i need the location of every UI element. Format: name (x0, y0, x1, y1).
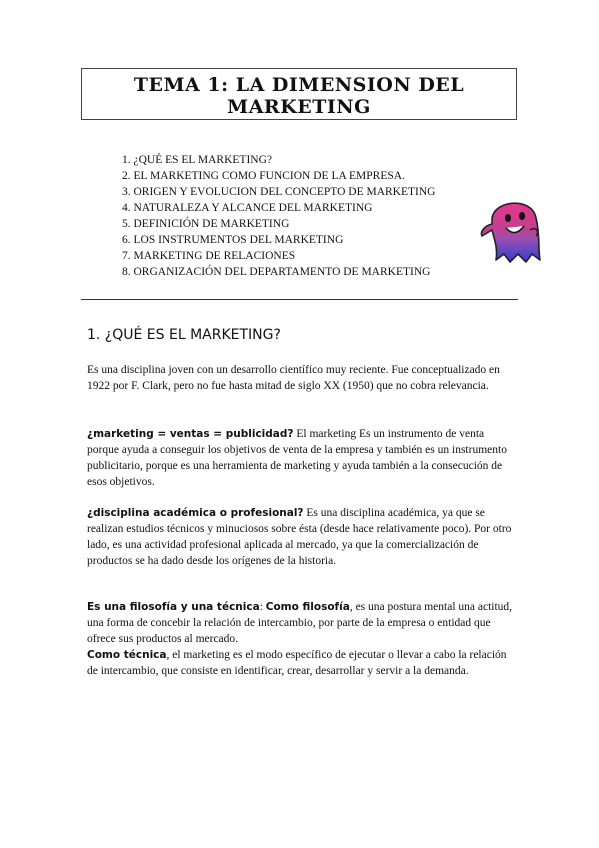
toc-item: 6. LOS INSTRUMENTOS DEL MARKETING (122, 234, 344, 246)
paragraph-text: , el marketing es el modo específico de ejecutar o llevar a cabo la relación de intercambio, que consiste en identificar, crear, desarrollar y servir a la demanda. (87, 649, 507, 677)
toc-item: 8. ORGANIZACIÓN DEL DEPARTAMENTO DE MARKETING (122, 266, 431, 278)
paragraph-marketing-ventas (87, 426, 517, 490)
toc-item: 1. ¿QUÉ ES EL MARKETING? (122, 154, 273, 166)
section-divider (81, 299, 518, 300)
paragraph-text: , es una postura mental una actitud, una forma de concebir la relación de intercambio, por parte de la empresa o entidad que ofrece sus productos al mercado. (87, 601, 513, 645)
paragraph-text: Es una disciplina académica, ya que se realizan estudios técnicos y minuciosos sobre ésta (desde hace relativamente poco). Por otro lado, es una actividad profesional aplicada al mercado, ya que la comercialización de productos se ha dado desde los orígenes de la historia. (87, 507, 512, 567)
section-heading: 1. ¿QUÉ ES EL MARKETING? (87, 327, 281, 343)
paragraph-text: : (259, 601, 266, 613)
toc-item: 7. MARKETING DE RELACIONES (122, 250, 296, 262)
paragraph-filosofia (87, 599, 517, 647)
paragraph-text: Es una disciplina joven con un desarrollo científico muy reciente. Fue conceptualizado en 1922 por F. Clark, pero no fue hasta mitad de siglo XX (1950) que no cobra relevancia. (87, 364, 500, 392)
toc-item: 5. DEFINICIÓN DE MARKETING (122, 218, 290, 230)
title-line-2: MARKETING (227, 96, 371, 118)
paragraph-text: El marketing Es un instrumento de venta porque ayuda a conseguir los objetivos de venta de la empresa y también es un instrumento publicitario, porque es una herramienta de marketing y ayuda también a la consecución de esos objetivos. (87, 428, 507, 488)
paragraph-bold-term: Como filosofía (265, 601, 350, 613)
paragraph-bold-lead: ¿marketing = ventas = publicidad? (87, 428, 294, 440)
toc-item: 3. ORIGEN Y EVOLUCION DEL CONCEPTO DE MARKETING (122, 186, 436, 198)
paragraph-disciplina (87, 505, 517, 569)
title-line-1: TEMA 1: LA DIMENSION DEL (133, 74, 465, 96)
paragraph-bold-lead: Es una filosofía y una técnica (87, 601, 260, 613)
paragraph-intro (87, 362, 517, 394)
paragraph-bold-lead: Como técnica (87, 649, 167, 661)
toc-item: 2. EL MARKETING COMO FUNCION DE LA EMPRESA. (122, 170, 405, 182)
toc-item: 4. NATURALEZA Y ALCANCE DEL MARKETING (122, 202, 373, 214)
paragraph-tecnica (87, 647, 517, 679)
paragraph-bold-lead: ¿disciplina académica o profesional? (87, 507, 304, 519)
title-box (81, 68, 517, 120)
table-of-contents (122, 152, 435, 280)
ghost-sticker-icon (478, 190, 546, 266)
